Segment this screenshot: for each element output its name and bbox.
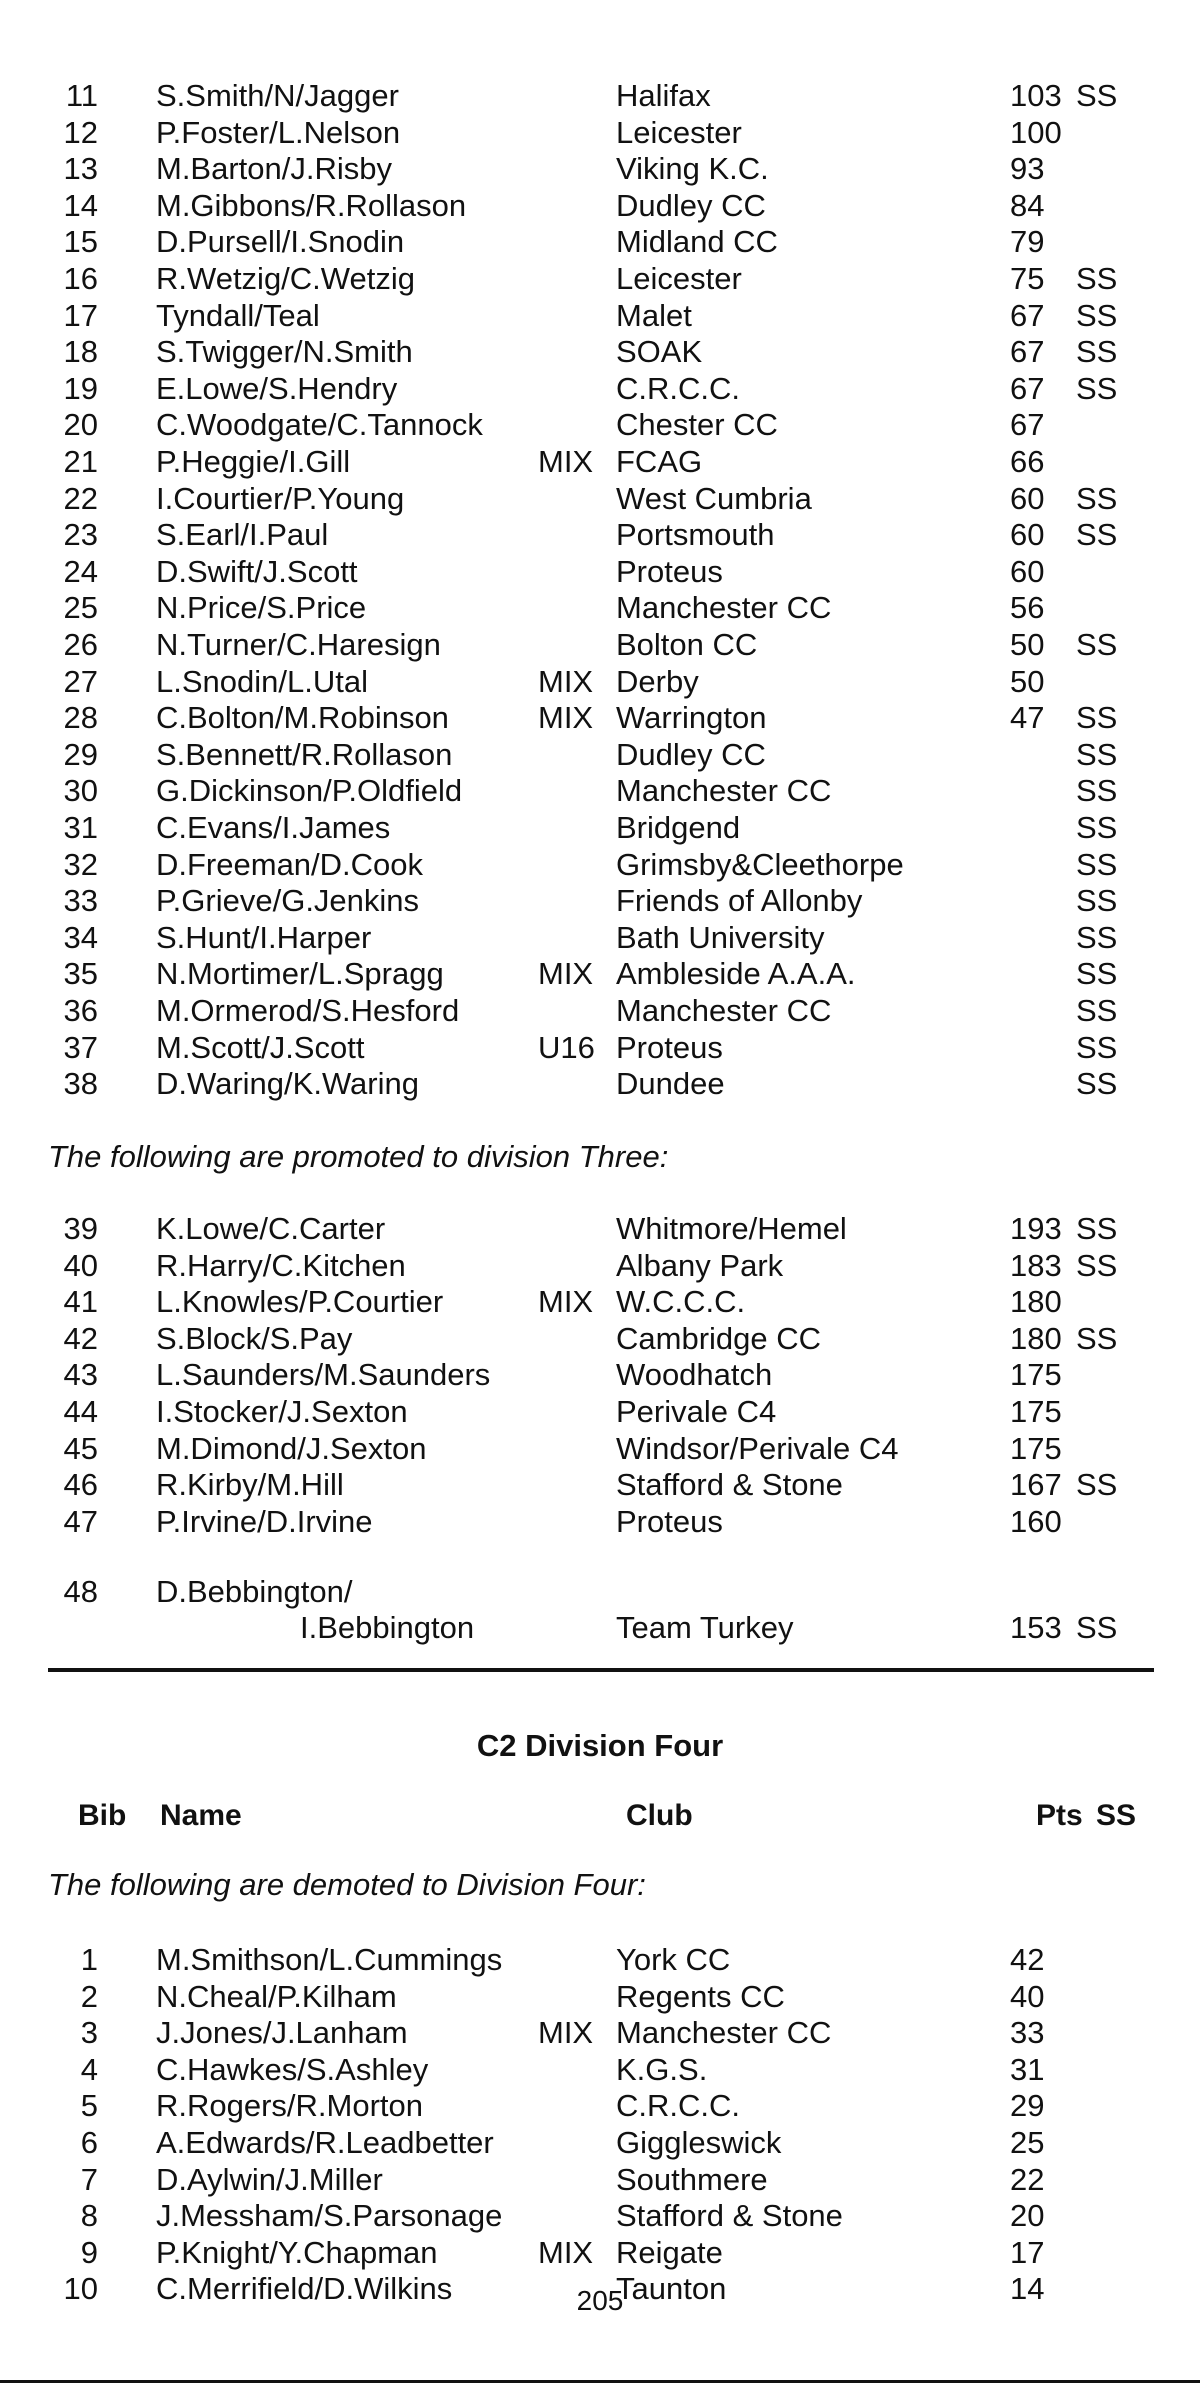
club-name: Proteus <box>616 1503 723 1539</box>
ss-marker: SS <box>1076 846 1118 882</box>
points-value: 84 <box>1010 187 1045 223</box>
bib-number: 9 <box>80 2234 98 2270</box>
club-name: Malet <box>616 297 692 333</box>
club-name: Albany Park <box>616 1247 784 1283</box>
bib-number: 31 <box>63 810 98 845</box>
bib-number: 6 <box>80 2125 98 2160</box>
club-name: Stafford & Stone <box>616 2198 843 2234</box>
bib-number: 36 <box>63 993 98 1028</box>
ss-marker: SS <box>1076 1247 1118 1283</box>
points-value: 50 <box>1010 627 1045 662</box>
page-number: 205 <box>576 2285 624 2316</box>
competitor-name: M.Smithson/L.Cummings <box>156 1942 503 1977</box>
club-name: Perivale C4 <box>616 1394 777 1429</box>
competitor-name: N.Cheal/P.Kilham <box>156 1978 397 2014</box>
bib-number: 25 <box>63 590 98 626</box>
club-name: Whitmore/Hemel <box>616 1211 847 1246</box>
points-value: 60 <box>1010 517 1045 553</box>
club-name: W.C.C.C. <box>616 1284 746 1320</box>
ss-marker: SS <box>1076 956 1118 992</box>
bib-number: 18 <box>63 334 98 370</box>
competitor-name: R.Harry/C.Kitchen <box>156 1247 406 1283</box>
points-value: 93 <box>1010 151 1045 187</box>
bib-number: 15 <box>63 224 98 260</box>
points-value: 180 <box>1010 1284 1062 1320</box>
category-tag: MIX <box>538 663 594 699</box>
competitor-name: P.Heggie/I.Gill <box>156 444 351 479</box>
competitor-name: D.Bebbington/ <box>156 1574 353 1609</box>
bib-number: 24 <box>63 553 98 589</box>
club-name: Ambleside A.A.A. <box>616 956 856 992</box>
points-value: 17 <box>1010 2234 1045 2270</box>
points-value: 67 <box>1010 370 1045 406</box>
club-name: Midland CC <box>616 224 778 260</box>
points-value: 56 <box>1010 590 1045 626</box>
competitor-name: S.Block/S.Pay <box>156 1320 353 1356</box>
competitor-name: S.Bennett/R.Rollason <box>156 736 453 772</box>
competitor-name: L.Snodin/L.Utal <box>156 663 368 699</box>
ss-marker: SS <box>1076 700 1118 736</box>
points-value: 175 <box>1010 1394 1062 1429</box>
points-value: 22 <box>1010 2161 1045 2197</box>
points-value: 67 <box>1010 334 1045 370</box>
points-value: 67 <box>1010 407 1045 443</box>
bib-number: 38 <box>63 1066 98 1102</box>
competitor-name: L.Saunders/M.Saunders <box>156 1357 491 1393</box>
bib-number: 16 <box>63 261 98 296</box>
club-name: Windsor/Perivale C4 <box>616 1430 899 1466</box>
competitor-name: S.Hunt/I.Harper <box>156 919 372 955</box>
club-name: K.G.S. <box>616 2051 708 2087</box>
bib-number: 12 <box>63 114 98 150</box>
bib-number: 20 <box>63 407 98 443</box>
header-club: Club <box>626 1799 693 1832</box>
club-name: Regents CC <box>616 1978 785 2014</box>
header-ss: SS <box>1096 1799 1137 1832</box>
ss-marker: SS <box>1076 480 1118 516</box>
competitor-name: N.Turner/C.Haresign <box>156 627 441 662</box>
club-name: Cambridge CC <box>616 1320 822 1356</box>
promoted-note: The following are promoted to division Three: <box>48 1139 669 1174</box>
points-value: 66 <box>1010 444 1045 479</box>
bib-number: 1 <box>80 1942 98 1977</box>
bib-number: 46 <box>63 1467 98 1503</box>
club-name: Proteus <box>616 553 723 589</box>
club-name: Derby <box>616 663 699 699</box>
competitor-name: S.Earl/I.Paul <box>156 517 329 553</box>
bib-number: 2 <box>80 1978 98 2014</box>
bib-number: 21 <box>63 444 98 479</box>
ss-marker: SS <box>1076 919 1118 955</box>
competitor-name: D.Pursell/I.Snodin <box>156 224 405 260</box>
ss-marker: SS <box>1076 1610 1118 1645</box>
points-value: 60 <box>1010 480 1045 516</box>
points-value: 180 <box>1010 1320 1062 1356</box>
club-name: Portsmouth <box>616 517 775 553</box>
club-name: Manchester CC <box>616 590 832 626</box>
bib-number: 45 <box>63 1430 98 1466</box>
competitor-name: E.Lowe/S.Hendry <box>156 370 398 406</box>
points-value: 153 <box>1010 1610 1062 1645</box>
points-value: 33 <box>1010 2015 1045 2051</box>
competitor-name: P.Knight/Y.Chapman <box>156 2234 438 2270</box>
points-value: 160 <box>1010 1503 1062 1539</box>
competitor-name: R.Kirby/M.Hill <box>156 1467 344 1503</box>
ss-marker: SS <box>1076 78 1118 113</box>
ss-marker: SS <box>1076 297 1118 333</box>
competitor-name: P.Irvine/D.Irvine <box>156 1503 373 1539</box>
category-tag: MIX <box>538 444 594 479</box>
competitor-name: J.Jones/J.Lanham <box>156 2015 408 2051</box>
ss-marker: SS <box>1076 370 1118 406</box>
bib-number: 43 <box>63 1357 98 1393</box>
page-bottom-rule <box>0 2380 1200 2383</box>
points-value: 42 <box>1010 1942 1045 1977</box>
club-name: Giggleswick <box>616 2125 782 2160</box>
bib-number: 17 <box>63 297 98 333</box>
club-name: C.R.C.C. <box>616 370 740 406</box>
points-value: 60 <box>1010 553 1045 589</box>
ss-marker: SS <box>1076 517 1118 553</box>
bib-number: 10 <box>63 2271 98 2307</box>
ss-marker: SS <box>1076 1066 1118 1102</box>
competitor-name: I.Stocker/J.Sexton <box>156 1394 408 1429</box>
club-name: Dudley CC <box>616 736 766 772</box>
competitor-name: M.Gibbons/R.Rollason <box>156 187 467 223</box>
club-name: Halifax <box>616 78 711 113</box>
bib-number: 3 <box>80 2015 98 2051</box>
bib-number: 34 <box>63 919 98 955</box>
bib-number: 30 <box>63 773 98 809</box>
bib-number: 48 <box>63 1574 98 1609</box>
points-value: 29 <box>1010 2088 1045 2124</box>
club-name: Manchester CC <box>616 773 832 809</box>
bib-number: 4 <box>80 2051 98 2087</box>
header-bib: Bib <box>78 1799 127 1832</box>
bib-number: 23 <box>63 517 98 553</box>
ss-marker: SS <box>1076 883 1118 919</box>
points-value: 175 <box>1010 1430 1062 1466</box>
club-name: Dundee <box>616 1066 725 1102</box>
points-value: 31 <box>1010 2051 1045 2087</box>
club-name: West Cumbria <box>616 480 812 516</box>
competitor-name: C.Hawkes/S.Ashley <box>156 2051 429 2087</box>
points-value: 183 <box>1010 1247 1062 1283</box>
club-name: Taunton <box>616 2271 727 2307</box>
ss-marker: SS <box>1076 334 1118 370</box>
points-value: 25 <box>1010 2125 1045 2160</box>
competitor-name: C.Woodgate/C.Tannock <box>156 407 483 443</box>
demoted-note: The following are demoted to Division Four: <box>48 1867 646 1902</box>
bib-number: 26 <box>63 627 98 662</box>
competitor-name: S.Smith/N/Jagger <box>156 78 399 113</box>
bib-number: 11 <box>65 78 98 113</box>
bib-number: 47 <box>63 1503 98 1539</box>
bib-number: 32 <box>63 846 98 882</box>
points-value: 175 <box>1010 1357 1062 1393</box>
competitor-name: M.Scott/J.Scott <box>156 1029 365 1065</box>
club-name: York CC <box>616 1942 731 1977</box>
competitor-name: C.Evans/I.James <box>156 810 391 845</box>
competitor-name-continued: I.Bebbington <box>300 1610 475 1645</box>
points-value: 193 <box>1010 1211 1062 1246</box>
club-name: Friends of Allonby <box>616 883 863 919</box>
points-value: 79 <box>1010 224 1045 260</box>
header-name: Name <box>160 1799 242 1832</box>
division-title: C2 Division Four <box>476 1728 724 1763</box>
competitor-name: C.Bolton/M.Robinson <box>156 700 449 736</box>
competitor-name: Tyndall/Teal <box>156 297 320 333</box>
bib-number: 29 <box>63 736 98 772</box>
bib-number: 42 <box>63 1320 98 1356</box>
bib-number: 37 <box>63 1029 98 1065</box>
competitor-name: D.Waring/K.Waring <box>156 1066 419 1102</box>
club-name: Bridgend <box>616 810 741 845</box>
club-name: Reigate <box>616 2234 723 2270</box>
ss-marker: SS <box>1076 810 1118 845</box>
competitor-name: D.Swift/J.Scott <box>156 553 358 589</box>
competitor-name: G.Dickinson/P.Oldfield <box>156 773 463 809</box>
club-name: Woodhatch <box>616 1357 773 1393</box>
club-name: Southmere <box>616 2161 768 2197</box>
club-name: FCAG <box>616 444 703 479</box>
points-value: 20 <box>1010 2198 1045 2234</box>
ss-marker: SS <box>1076 261 1118 296</box>
points-value: 167 <box>1010 1467 1062 1503</box>
club-name: SOAK <box>616 334 703 370</box>
points-value: 40 <box>1010 1978 1045 2014</box>
bib-number: 44 <box>63 1394 98 1429</box>
competitor-name: M.Ormerod/S.Hesford <box>156 993 460 1028</box>
competitor-name: N.Price/S.Price <box>156 590 367 626</box>
category-tag: MIX <box>538 2015 594 2051</box>
competitor-name: D.Aylwin/J.Miller <box>156 2161 383 2197</box>
bib-number: 27 <box>63 663 98 699</box>
bib-number: 35 <box>63 956 98 992</box>
ss-marker: SS <box>1076 736 1118 772</box>
points-value: 103 <box>1010 78 1062 113</box>
competitor-name: D.Freeman/D.Cook <box>156 846 424 882</box>
club-name: Chester CC <box>616 407 778 443</box>
category-tag: MIX <box>538 2234 594 2270</box>
section-divider <box>48 1668 1154 1672</box>
bib-number: 40 <box>63 1247 98 1283</box>
bib-number: 5 <box>80 2088 98 2124</box>
competitor-name: M.Barton/J.Risby <box>156 151 393 187</box>
category-tag: MIX <box>538 956 594 992</box>
bib-number: 39 <box>63 1211 98 1246</box>
points-value: 14 <box>1010 2271 1045 2307</box>
header-pts: Pts <box>1036 1799 1083 1832</box>
club-name: Bath University <box>616 919 825 955</box>
club-name: Manchester CC <box>616 993 832 1028</box>
bib-number: 41 <box>63 1284 98 1320</box>
bib-number: 7 <box>80 2161 98 2197</box>
category-tag: MIX <box>538 700 594 736</box>
ss-marker: SS <box>1076 1467 1118 1503</box>
ss-marker: SS <box>1076 993 1118 1028</box>
club-name: Viking K.C. <box>616 151 769 187</box>
club-name: Warrington <box>616 700 767 736</box>
points-value: 47 <box>1010 700 1045 736</box>
club-name: Leicester <box>616 261 742 296</box>
category-tag: U16 <box>538 1029 595 1065</box>
bib-number: 33 <box>63 883 98 919</box>
competitor-name: M.Dimond/J.Sexton <box>156 1430 427 1466</box>
competitor-name: L.Knowles/P.Courtier <box>156 1284 444 1320</box>
competitor-name: A.Edwards/R.Leadbetter <box>156 2125 494 2160</box>
ss-marker: SS <box>1076 1320 1118 1356</box>
competitor-name: J.Messham/S.Parsonage <box>156 2198 503 2234</box>
competitor-name: I.Courtier/P.Young <box>156 480 405 516</box>
club-name: Proteus <box>616 1029 723 1065</box>
competitor-name: R.Rogers/R.Morton <box>156 2088 424 2124</box>
competitor-name: P.Grieve/G.Jenkins <box>156 883 420 919</box>
club-name: Team Turkey <box>616 1610 794 1645</box>
ss-marker: SS <box>1076 773 1118 809</box>
competitor-name: P.Foster/L.Nelson <box>156 114 401 150</box>
club-name: Bolton CC <box>616 627 758 662</box>
club-name: C.R.C.C. <box>616 2088 740 2124</box>
competitor-name: N.Mortimer/L.Spragg <box>156 956 444 992</box>
club-name: Manchester CC <box>616 2015 832 2051</box>
points-value: 75 <box>1010 261 1045 296</box>
ss-marker: SS <box>1076 1211 1118 1246</box>
club-name: Grimsby&Cleethorpe <box>616 846 904 882</box>
points-value: 50 <box>1010 663 1045 699</box>
category-tag: MIX <box>538 1284 594 1320</box>
ss-marker: SS <box>1076 1029 1118 1065</box>
competitor-name: K.Lowe/C.Carter <box>156 1211 386 1246</box>
bib-number: 14 <box>63 187 98 223</box>
points-value: 100 <box>1010 114 1062 150</box>
bib-number: 28 <box>63 700 98 736</box>
competitor-name: C.Merrifield/D.Wilkins <box>156 2271 453 2307</box>
bib-number: 22 <box>63 480 98 516</box>
competitor-name: S.Twigger/N.Smith <box>156 334 413 370</box>
ss-marker: SS <box>1076 627 1118 662</box>
competitor-name: R.Wetzig/C.Wetzig <box>156 261 415 296</box>
bib-number: 13 <box>63 151 98 187</box>
points-value: 67 <box>1010 297 1045 333</box>
club-name: Dudley CC <box>616 187 766 223</box>
bib-number: 19 <box>63 370 98 406</box>
bib-number: 8 <box>80 2198 98 2234</box>
club-name: Leicester <box>616 114 742 150</box>
club-name: Stafford & Stone <box>616 1467 843 1503</box>
